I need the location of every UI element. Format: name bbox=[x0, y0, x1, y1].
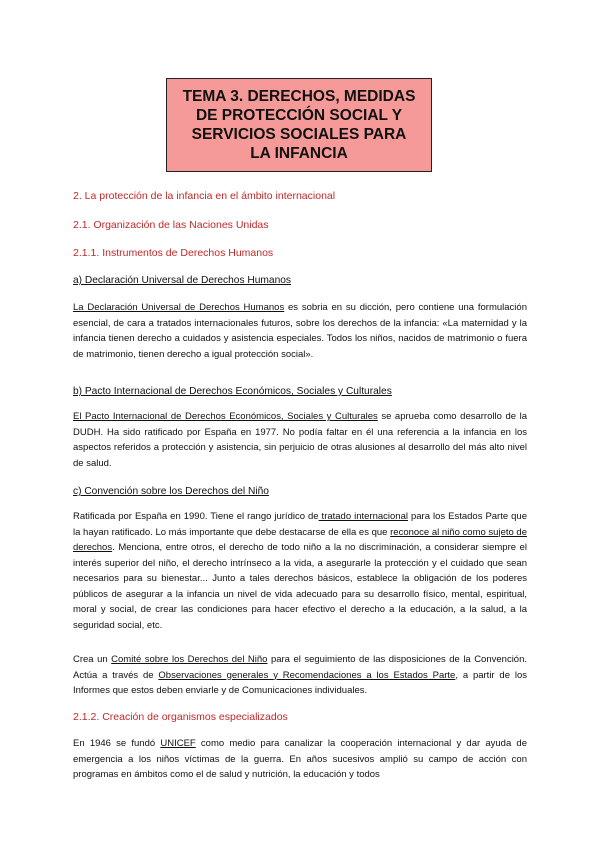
section-c-paragraph-2: Crea un Comité sobre los Derechos del Niño para el seguimiento de las disposiciones de la Convención. Actúa a través de Observaciones generales y Recomendaciones a los Estados Parte, a partir de los Informes que estos deben enviarle y de Comunicaciones individuales. bbox=[73, 654, 528, 696]
heading-2-1-1: 2.1.1. Instrumentos de Derechos Humanos bbox=[73, 247, 274, 259]
section-b-paragraph: El Pacto Internacional de Derechos Económicos, Sociales y Culturales se aprueba como desarrollo de la DUDH. Ha sido ratificado por España en 1977. No podía faltar en él una referencia a la infancia en los aspectos referidos a protección y asistencia, sin perjuicio de otras alusiones al desarrollo del más alto nivel de salud. bbox=[73, 411, 527, 469]
title-box bbox=[166, 78, 432, 172]
document-title: TEMA 3. DERECHOS, MEDIDAS DE PROTECCIÓN SOCIAL Y SERVICIOS SOCIALES PARA LA INFANCIA bbox=[182, 88, 416, 162]
section-b-title: b) Pacto Internacional de Derechos Económicos, Sociales y Culturales bbox=[73, 386, 392, 397]
unicef-link[interactable]: UNICEF bbox=[160, 738, 196, 749]
section-c-title: c) Convención sobre los Derechos del Niño bbox=[73, 486, 269, 497]
heading-2-1: 2.1. Organización de las Naciones Unidas bbox=[73, 219, 269, 231]
heading-2-1-2: 2.1.2. Creación de organismos especializados bbox=[73, 711, 288, 723]
section-d-paragraph: En 1946 se fundó UNICEF como medio para canalizar la cooperación internacional y dar ayuda de emergencia a los niños víctimas de la guerra. En años sucesivos amplió su campo de acción con programas en ámbitos como el de salud y nutrición, la educación y todos bbox=[73, 738, 527, 780]
observaciones-link[interactable]: Observaciones generales y Recomendaciones a los Estados Parte bbox=[158, 669, 456, 681]
heading-2: 2. La protección de la infancia en el ámbito internacional bbox=[73, 190, 336, 202]
comite-link[interactable]: Comité sobre los Derechos del Niño bbox=[111, 654, 268, 665]
section-a-title: a) Declaración Universal de Derechos Humanos bbox=[73, 275, 291, 286]
section-c-paragraph-1: Ratificada por España en 1990. Tiene el rango jurídico de tratado internacional para los Estados Parte que la hayan ratificado. Lo más importante que debe destacarse de ella es que reconoce al niño como sujeto de derechos. Menciona, entre otros, el derecho de todo niño a la no discriminación, a considerar siempre el interés superior del niño, el derecho intrínseco a la vida, a asegurarle la protección y el cuidado que sean necesarios para su bienestar... Junto a tales derechos básicos, establece la obligación de los poderes públicos de asegurar a la infancia un nivel de vida adecuado para su desarrollo físico, mental, espiritual, moral y social, de crear las condiciones para hacer efectivo el derecho a la educación, a la salud, a la seguridad social, etc. bbox=[73, 511, 528, 631]
sujeto-derechos-link[interactable]: reconoce al niño como sujeto de derechos bbox=[73, 526, 528, 553]
section-a-paragraph: La Declaración Universal de Derechos Humanos es sobria en su dicción, pero contiene una formulación esencial, de cara a tratados internacionales futuros, sobre los derechos de la infancia: «La maternidad y la infancia tienen derecho a cuidados y asistencia especiales. Todos los niños, nacidos de matrimonio o fuera de matrimonio, tienen derecho a igual protección social». bbox=[73, 302, 527, 360]
tratado-link[interactable]: tratado internacional bbox=[318, 511, 408, 522]
section-b-link[interactable]: El Pacto Internacional de Derechos Económicos, Sociales y Culturales bbox=[73, 411, 378, 422]
section-a-link[interactable]: La Declaración Universal de Derechos Humanos bbox=[73, 302, 285, 313]
